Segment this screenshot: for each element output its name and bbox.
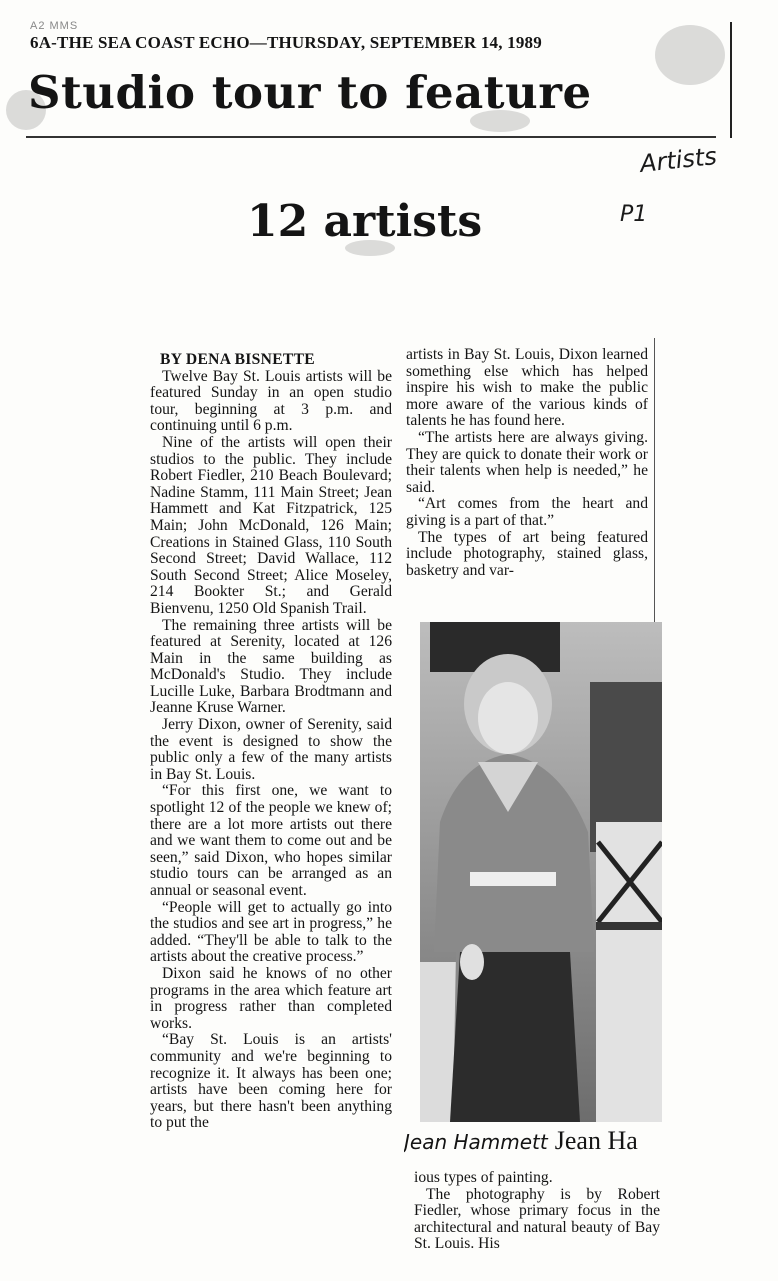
- paragraph: “For this first one, we want to spotlight 12 of the people we knew of; there are a lot more artists out there and we want them to come out and be seen,” said Dixon, who hopes similar studio tours can be arranged as an annual or seasonal event.: [150, 782, 392, 899]
- paragraph-continuation: ious types of painting.: [414, 1169, 553, 1186]
- handwritten-page-note: P1: [620, 202, 648, 227]
- article-column-2: [406, 347, 648, 579]
- paragraph: “The artists here are always giving. They are quick to donate their work or their talents when help is needed,” he said.: [406, 428, 648, 496]
- archive-mark: A2 MMS: [30, 20, 79, 32]
- paragraph: The photography is by Robert Fiedler, whose primary focus in the architectural and natural beauty of Bay St. Louis. His: [414, 1185, 660, 1253]
- right-border-rule: [730, 22, 732, 138]
- article-column-1: [150, 352, 392, 1132]
- article-column-3: [414, 1170, 660, 1253]
- paragraph: The remaining three artists will be featured at Serenity, located at 126 Main in the same building as McDonald's Studio. They include Lucille Luke, Barbara Brodtmann and Jeanne Kruse Warner.: [150, 616, 392, 717]
- byline: BY DENA BISNETTE: [160, 351, 316, 368]
- paragraph: Jerry Dixon, owner of Serenity, said the event is designed to show the public only a few of the many artists in Bay St. Louis.: [150, 716, 392, 783]
- column-divider: [654, 338, 655, 624]
- headline: Studio tour to feature: [28, 66, 592, 119]
- paragraph: The types of art being featured include photography, stained glass, basketry and var-: [406, 528, 648, 579]
- paragraph: “Bay St. Louis is an artists' community and we're beginning to recognize it. It always has been one; artists have been coming here for years, but there hasn't been anything to put the: [150, 1031, 392, 1132]
- photo-caption: [404, 1126, 662, 1162]
- paragraph-continuation: artists in Bay St. Louis, Dixon learned something else which has helped inspire his wish to make the public more aware of the various kinds of talents he has found here.: [406, 346, 648, 430]
- dateline: 6A-THE SEA COAST ECHO—THURSDAY, SEPTEMBER 14, 1989: [30, 33, 542, 52]
- paragraph: “Art comes from the heart and giving is a part of that.”: [406, 495, 648, 529]
- subheadline: 12 artists: [247, 196, 483, 247]
- paragraph: Twelve Bay St. Louis artists will be featured Sunday in an open studio tour, beginning at 3 p.m. and continuing until 6 p.m.: [150, 367, 392, 435]
- caption-printed-name: Jean Ha: [554, 1126, 638, 1155]
- caption-handwritten-name: Jean Hammett: [404, 1130, 548, 1154]
- headline-rule: [26, 136, 716, 138]
- paragraph: Nine of the artists will open their studios to the public. They include Robert Fiedler, 210 Beach Boulevard; Nadine Stamm, 111 Main Street; Jean Hammett and Kat Fitzpatrick, 125 Main; John McDonald, 126 Main; Creations in Stained Glass, 110 South Second Street; David Wallace, 112 South Second Street; Alice Moseley, 214 Bookter St.; and Gerald Bienvenu, 1250 Old Spanish Trail.: [150, 433, 392, 617]
- paragraph: “People will get to actually go into the studios and see art in progress,” he added. “They'll be able to talk to the artists about the creative process.”: [150, 898, 392, 966]
- portrait-photo: [420, 622, 662, 1122]
- paragraph: Dixon said he knows of no other programs in the area which feature art in progress rather than completed works.: [150, 964, 392, 1032]
- handwritten-topic-note: Artists: [638, 142, 719, 178]
- photo-jean-hammett: [420, 622, 662, 1122]
